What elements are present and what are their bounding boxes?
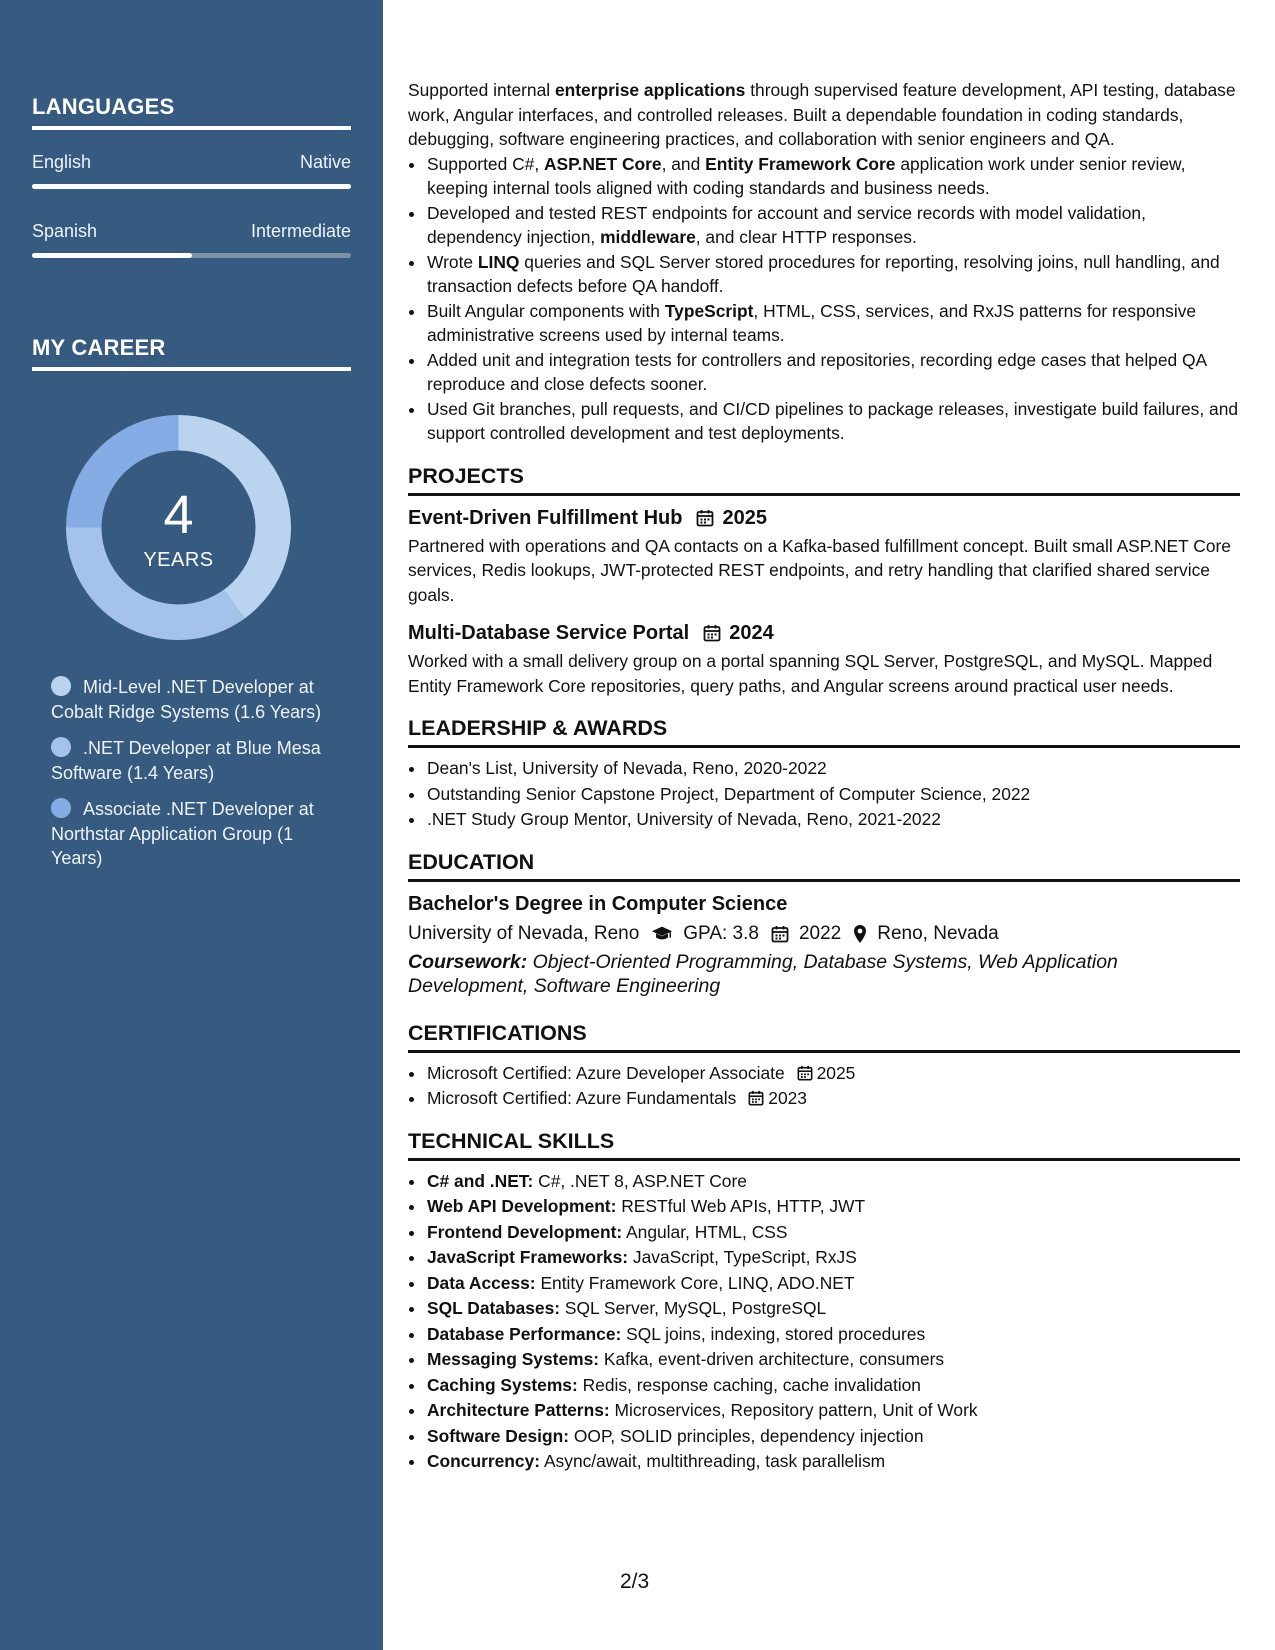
degree-title: Bachelor's Degree in Computer Science <box>408 892 788 915</box>
skill-value: C#, .NET 8, ASP.NET Core <box>538 1170 747 1191</box>
leadership-list <box>426 756 1240 832</box>
skill-label: Software Design: <box>427 1425 570 1446</box>
text-run: , and clear HTTP responses. <box>695 227 917 247</box>
text-run: , HTML, CSS, services, and RxJS patterns for responsive administrative screens used by internal teams. <box>427 300 1197 345</box>
bold-text: Entity Framework Core <box>705 153 896 174</box>
skill-label: Data Access: <box>427 1272 536 1293</box>
calendar-icon <box>696 509 714 527</box>
skill-item <box>426 1271 1240 1296</box>
skill-item <box>426 1296 1240 1321</box>
career-years-label: YEARS <box>143 549 214 571</box>
text-run: Wrote <box>427 251 478 272</box>
career-item <box>51 736 341 785</box>
skill-label: Architecture Patterns: <box>427 1400 610 1420</box>
bold-text: TypeScript <box>664 300 754 321</box>
career-list <box>51 675 341 883</box>
text-run: through supervised feature development, API testing, database work, Angular interfaces, and controlled releases. Built a dependable foundation in coding standards, debugging, software engineering practices, and collaboration with senior engineers and QA. <box>408 80 1236 149</box>
language-row-english <box>32 152 351 173</box>
languages-heading: LANGUAGES <box>32 94 351 130</box>
skill-item <box>426 1449 1240 1474</box>
skill-item <box>426 1220 1240 1245</box>
project-title: Multi-Database Service Portal <box>408 622 690 644</box>
career-dot-icon <box>51 676 71 696</box>
graduation-year: 2022 <box>798 922 842 944</box>
calendar-icon <box>748 1090 764 1106</box>
skill-item <box>426 1169 1240 1194</box>
text-run: Added unit and integration tests for controllers and repositories, recording edge cases that helped QA reproduce and close defects sooner. <box>427 349 1207 394</box>
skill-value: Angular, HTML, CSS <box>626 1221 788 1242</box>
language-bar-fill <box>32 253 192 258</box>
skill-label: SQL Databases: <box>427 1298 561 1318</box>
coursework-list: Object-Oriented Programming, Database Systems, Web Application Development, Software Engineering <box>408 950 1118 997</box>
skill-label: Web API Development: <box>427 1196 617 1216</box>
language-level: Intermediate <box>250 221 351 241</box>
bold-text: enterprise applications <box>554 80 746 100</box>
sidebar <box>0 0 383 1650</box>
skill-value: Kafka, event-driven architecture, consumers <box>603 1349 945 1369</box>
text-run: , and <box>661 153 706 174</box>
project-description: Worked with a small delivery group on a portal spanning SQL Server, PostgreSQL, and MySQL. Mapped Entity Framework Core repositories, query paths, and Angular screens around practical user needs. <box>408 651 1213 696</box>
skill-value: Microservices, Repository pattern, Unit of Work <box>614 1400 978 1420</box>
calendar-icon <box>771 925 789 943</box>
certifications-list <box>426 1061 1240 1111</box>
certification-year: 2025 <box>816 1062 856 1083</box>
career-item-text: Associate .NET Developer at Northstar Application Group (1 Years) <box>51 799 314 868</box>
skill-label: C# and .NET: <box>427 1170 534 1191</box>
skill-label: Database Performance: <box>427 1323 622 1344</box>
certification-item <box>426 1061 1240 1086</box>
experience-intro <box>408 78 1240 152</box>
certification-name: Microsoft Certified: Azure Developer Associate <box>427 1062 785 1083</box>
experience-bullet <box>426 299 1240 348</box>
career-total-years: 4 <box>163 485 194 545</box>
skill-value: SQL joins, indexing, stored procedures <box>626 1323 926 1344</box>
gpa: GPA: 3.8 <box>683 922 759 944</box>
project-title-row <box>408 619 1240 647</box>
skill-value: SQL Server, MySQL, PostgreSQL <box>564 1298 827 1318</box>
leadership-item: • .NET Study Group Mentor, University of Nevada, Reno, 2021-2022 <box>426 807 1240 832</box>
experience-bullet <box>426 201 1240 250</box>
project-year: 2024 <box>729 622 774 644</box>
school-name: University of Nevada, Reno <box>408 922 640 944</box>
text-run: application work under senior review, keeping internal tools aligned with coding standards and business needs. <box>427 153 1186 198</box>
skill-label: Concurrency: <box>427 1451 541 1471</box>
language-bar-english <box>32 184 351 189</box>
project-year: 2025 <box>722 506 767 529</box>
skill-value: Async/await, multithreading, task parallelism <box>543 1451 886 1471</box>
certification-item <box>426 1086 1240 1111</box>
language-level: Native <box>299 152 351 172</box>
skill-value: Redis, response caching, cache invalidation <box>582 1374 921 1395</box>
skill-value: OOP, SOLID principles, dependency injection <box>573 1425 924 1446</box>
career-item <box>51 797 341 871</box>
leadership-item: • Outstanding Senior Capstone Project, Department of Computer Science, 2022 <box>426 782 1240 807</box>
coursework <box>408 950 1240 999</box>
text-run: Developed and tested REST endpoints for account and service records with model validation, dependency injection, <box>427 202 1146 247</box>
project-description: Partnered with operations and QA contacts on a Kafka-based fulfillment concept. Built small ASP.NET Core services, Redis lookups, JWT-protected REST endpoints, and retry handling that clarified shared service goals. <box>408 535 1231 605</box>
skill-item <box>426 1347 1240 1372</box>
experience-bullet <box>426 152 1240 201</box>
bold-text: middleware <box>600 227 696 247</box>
bold-text: LINQ <box>477 251 520 272</box>
text-run: Supported C#, <box>427 153 544 174</box>
skill-value: RESTful Web APIs, HTTP, JWT <box>621 1196 866 1216</box>
experience-bullet <box>426 250 1240 299</box>
text-run: Built Angular components with <box>427 300 665 321</box>
leadership-heading: LEADERSHIP & AWARDS <box>408 714 1240 748</box>
skill-item <box>426 1373 1240 1398</box>
project-title: Event-Driven Fulfillment Hub <box>408 506 683 529</box>
text-run: queries and SQL Server stored procedures for reporting, resolving joins, null handling, and transaction defects before QA handoff. <box>427 251 1220 296</box>
certification-year: 2023 <box>768 1088 807 1108</box>
education-location: Reno, Nevada <box>877 922 999 944</box>
graduation-cap-icon <box>651 924 673 944</box>
experience-bullets <box>426 152 1240 446</box>
experience-bullet <box>426 397 1240 446</box>
certifications-heading: CERTIFICATIONS <box>408 1019 1240 1053</box>
skill-label: JavaScript Frameworks: <box>427 1247 629 1267</box>
career-item-text: Mid-Level .NET Developer at Cobalt Ridge Systems (1.6 Years) <box>51 677 322 722</box>
skill-item <box>426 1398 1240 1423</box>
calendar-icon <box>797 1065 813 1081</box>
calendar-icon <box>703 624 721 642</box>
experience-bullet <box>426 348 1240 397</box>
skills-list <box>426 1169 1240 1474</box>
skill-label: Messaging Systems: <box>427 1349 600 1369</box>
career-dot-icon <box>51 737 71 757</box>
language-bar-fill <box>32 184 351 189</box>
education-details <box>408 920 1240 948</box>
career-heading: MY CAREER <box>32 335 351 371</box>
page-number: 2/3 <box>620 1570 650 1593</box>
career-item <box>51 675 341 724</box>
projects-heading: PROJECTS <box>408 462 1240 496</box>
education-heading: EDUCATION <box>408 848 1240 882</box>
skill-label: Frontend Development: <box>427 1221 623 1242</box>
language-bar-spanish <box>32 253 351 258</box>
text-run: Supported internal <box>408 80 555 100</box>
skill-value: Entity Framework Core, LINQ, ADO.NET <box>540 1272 855 1293</box>
language-name: Spanish <box>32 221 98 241</box>
project-title-row <box>408 504 1240 532</box>
skill-item <box>426 1424 1240 1449</box>
career-dot-icon <box>51 798 71 818</box>
skill-item <box>426 1322 1240 1347</box>
skill-value: JavaScript, TypeScript, RxJS <box>632 1247 857 1267</box>
skill-item <box>426 1245 1240 1270</box>
bold-text: ASP.NET Core <box>543 153 662 174</box>
skills-heading: TECHNICAL SKILLS <box>408 1127 1240 1161</box>
main-content <box>408 78 1240 1475</box>
career-item-text: .NET Developer at Blue Mesa Software (1.4 Years) <box>51 738 321 783</box>
map-pin-icon <box>853 924 867 944</box>
certification-name: Microsoft Certified: Azure Fundamentals <box>427 1088 737 1108</box>
skill-label: Caching Systems: <box>427 1374 578 1395</box>
leadership-item: • Dean's List, University of Nevada, Reno, 2020-2022 <box>426 756 1240 781</box>
language-name: English <box>32 152 92 172</box>
language-row-spanish <box>32 221 351 242</box>
skill-item <box>426 1194 1240 1219</box>
text-run: Used Git branches, pull requests, and CI/CD pipelines to package releases, investigate build failures, and support controlled development and test deployments. <box>427 398 1239 443</box>
coursework-label: Coursework: <box>408 950 528 973</box>
